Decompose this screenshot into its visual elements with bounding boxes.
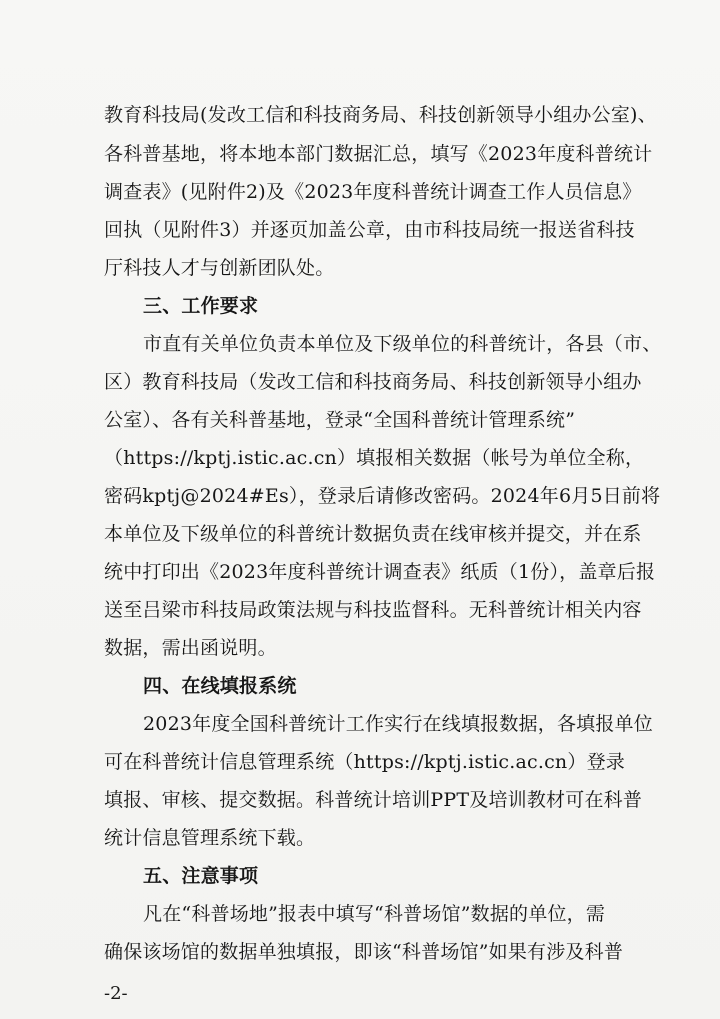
body-line: 统中打印出《2023年度科普统计调查表》纸质（1份），盖章后报: [104, 561, 656, 583]
body-line: （https://kptj.istic.ac.cn）填报相关数据（帐号为单位全称，: [104, 447, 645, 469]
section-heading-notes: 五、注意事项: [143, 865, 259, 887]
body-line: 市直有关单位负责本单位及下级单位的科普统计，各县（市、: [143, 333, 662, 355]
section-heading-work-requirements: 三、工作要求: [143, 295, 259, 317]
body-line: 本单位及下级单位的科普统计数据负责在线审核并提交，并在系: [104, 523, 642, 545]
body-line: 厅科技人才与创新团队处。: [104, 257, 335, 279]
body-line: 可在科普统计信息管理系统（https://kptj.istic.ac.cn）登录: [104, 751, 625, 773]
body-line: 凡在“科普场地”报表中填写“科普场馆”数据的单位，需: [143, 903, 606, 925]
body-line: 公室）、各有关科普基地，登录“全国科普统计管理系统”: [104, 409, 576, 431]
body-line: 教育科技局(发改工信和科技商务局、科技创新领导小组办公室)、: [104, 104, 657, 126]
body-line: 各科普基地，将本地本部门数据汇总，填写《2023年度科普统计: [104, 143, 653, 165]
section-heading-online-reporting: 四、在线填报系统: [143, 675, 297, 697]
body-line: 区）教育科技局（发改工信和科技商务局、科技创新领导小组办: [104, 371, 642, 393]
page-number: -2-: [104, 983, 128, 1004]
body-line: 密码kptj@2024#Es），登录后请修改密码。2024年6月5日前将: [104, 485, 661, 507]
body-line: 确保该场馆的数据单独填报，即该“科普场馆”如果有涉及科普: [104, 941, 624, 963]
body-line: 调查表》(见附件2)及《2023年度科普统计调查工作人员信息》: [104, 181, 642, 203]
body-line: 填报、审核、提交数据。科普统计培训PPT及培训教材可在科普: [104, 789, 643, 811]
body-line: 2023年度全国科普统计工作实行在线填报数据，各填报单位: [143, 713, 653, 735]
body-line: 数据，需出函说明。: [104, 637, 277, 659]
body-line: 统计信息管理系统下载。: [104, 827, 316, 849]
body-line: 回执（见附件3）并逐页加盖公章，由市科技局统一报送省科技: [104, 219, 635, 241]
body-line: 送至吕梁市科技局政策法规与科技监督科。无科普统计相关内容: [104, 599, 642, 621]
